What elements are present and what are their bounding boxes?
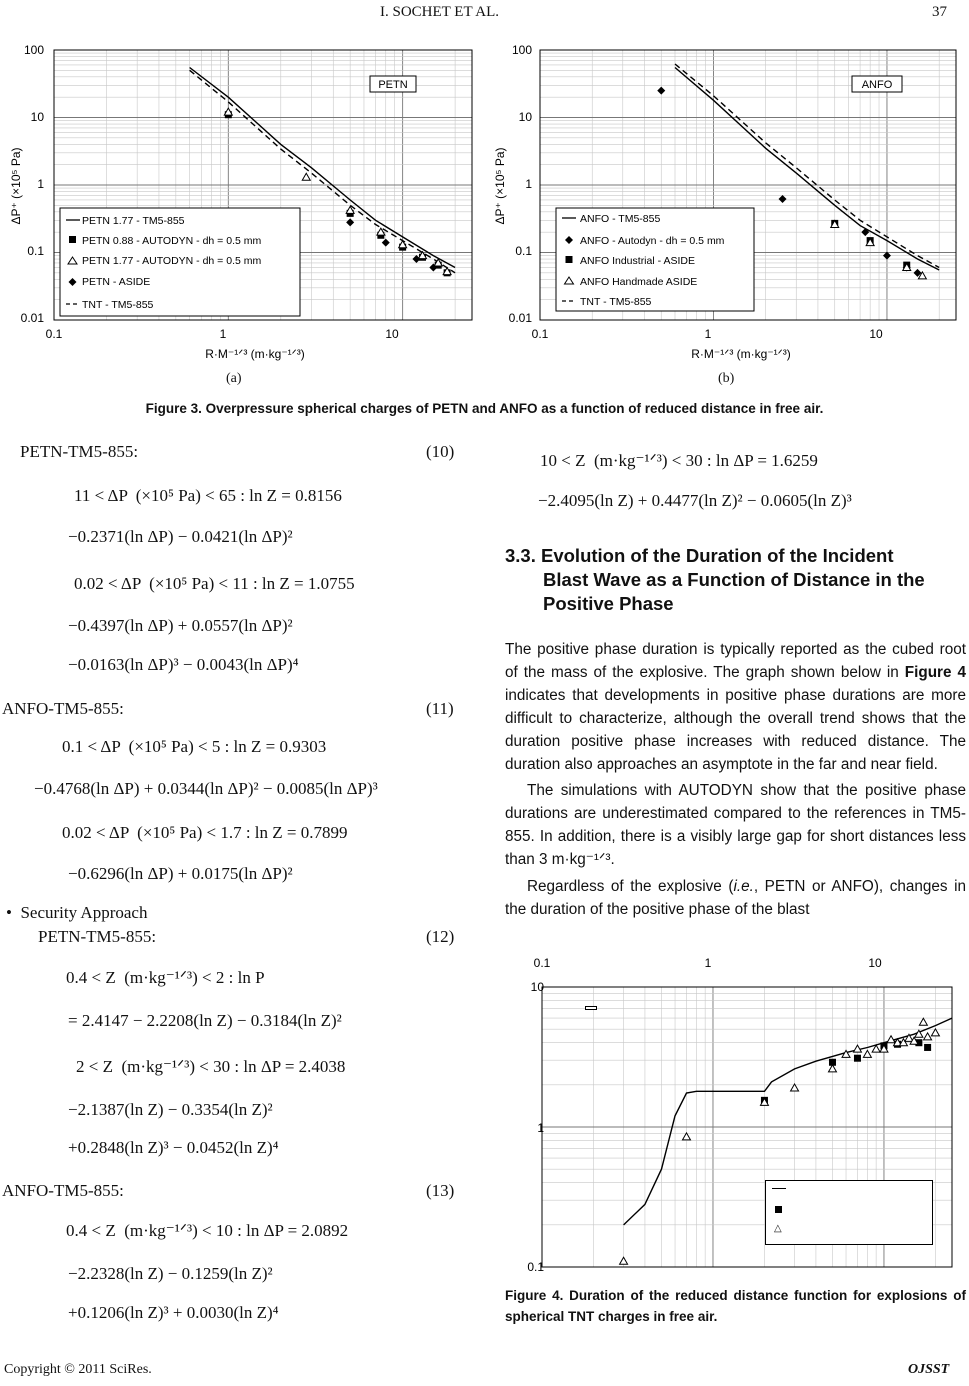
paragraph-1-b: indicates that developments in positive phase durations are more difficult to characterize, although the overall trend shows that the duration positive phase increases with reduced distance. The duration also approaches an asymptote in the far and near field. xyxy=(505,686,966,773)
eq10-number: (10) xyxy=(426,442,455,461)
data-point-square xyxy=(854,1055,861,1062)
data-point-diamond xyxy=(779,195,787,203)
figure4-caption: Figure 4. Duration of the reduced distance function for explosions of spherical TNT charges in free air. xyxy=(505,1288,966,1324)
eq12-line-2: = 2.4147 − 2.2208(ln Z) − 0.3184(ln Z)² xyxy=(68,1011,342,1030)
legend-a-3: PETN - ASIDE xyxy=(82,276,151,288)
y-tick-b-1: 10 xyxy=(518,110,532,124)
eq12-number: (12) xyxy=(426,927,455,946)
chart-anfo xyxy=(486,36,966,370)
eq11-number: (11) xyxy=(426,699,454,718)
bullet-dot: • xyxy=(6,903,21,922)
x-tick-a-0: 0.1 xyxy=(45,327,63,341)
y-tick-a-3: 0.1 xyxy=(27,244,44,258)
eq11-line-1: 0.1 < ΔP (×10⁵ Pa) < 5 : ln Z = 0.9303 xyxy=(62,737,327,756)
x-tick-c-1: 1 xyxy=(704,956,712,970)
legend-a-4: TNT - TM5-855 xyxy=(82,299,154,311)
figure4-ref[interactable]: Figure 4 xyxy=(904,663,967,681)
eq11-line-2: −0.4768(ln ΔP) + 0.0344(ln ΔP)² − 0.0085(ln ΔP)³ xyxy=(34,779,378,798)
y-tick-a-2: 1 xyxy=(37,177,44,191)
eq13-line-3: +0.1206(ln Z)³ + 0.0030(ln Z)⁴ xyxy=(68,1303,279,1322)
paragraph-3-b: , PETN or ANFO), changes in the duration of the positive phase of the blast xyxy=(505,878,966,918)
y-tick-b-2: 1 xyxy=(525,177,532,191)
x-label-a: R·M⁻¹ᐟ³ (m·kg⁻¹ᐟ³) xyxy=(205,347,305,361)
panel-label-a: (a) xyxy=(226,371,242,386)
eq13-line-1: 0.4 < Z (m·kg⁻¹ᐟ³) < 10 : ln ΔP = 2.0892 xyxy=(66,1221,349,1240)
eq11-line-3: 0.02 < ΔP (×10⁵ Pa) < 1.7 : ln Z = 0.7899 xyxy=(62,823,348,842)
y-tick-c-1: 1 xyxy=(537,1121,544,1135)
x-tick-b-2: 10 xyxy=(869,327,883,341)
panel-label-b: (b) xyxy=(718,371,735,386)
legend-c-square xyxy=(775,1206,782,1213)
legend-b-2: ANFO Industrial - ASIDE xyxy=(580,255,695,267)
eq13-cont-line-2: −2.4095(ln Z) + 0.4477(ln Z)² − 0.0605(ln Z)³ xyxy=(538,491,852,510)
x-label-b: R·M⁻¹ᐟ³ (m·kg⁻¹ᐟ³) xyxy=(691,347,791,361)
eq12-line-4: −2.1387(ln Z) − 0.3354(ln Z)² xyxy=(68,1100,273,1119)
data-point-diamond xyxy=(657,87,665,95)
y-tick-c-2: 0.1 xyxy=(527,1260,544,1274)
data-point-triangle xyxy=(863,1050,871,1057)
data-point-triangle xyxy=(620,1257,628,1264)
eq10-line-4: −0.4397(ln ΔP) + 0.0557(ln ΔP)² xyxy=(68,616,293,635)
chart-tag-c xyxy=(585,1006,597,1010)
paragraph-3 xyxy=(505,876,966,922)
y-tick-b-4: 0.01 xyxy=(508,311,532,325)
series-4 xyxy=(831,220,927,278)
y-tick-c-0: 10 xyxy=(530,980,544,994)
y-tick-b-3: 0.1 xyxy=(515,244,532,258)
data-point-square xyxy=(924,1044,931,1051)
paragraph-3-ie: i.e. xyxy=(733,878,754,896)
y-tick-a-0: 100 xyxy=(23,43,44,57)
eq11-line-4: −0.6296(ln ΔP) + 0.0175(ln ΔP)² xyxy=(68,864,293,883)
legend-a-0: PETN 1.77 - TM5-855 xyxy=(82,215,185,227)
series-4 xyxy=(346,218,437,271)
eq13-number: (13) xyxy=(426,1181,455,1200)
x-tick-c-0: 0.1 xyxy=(533,956,551,970)
y-tick-b-0: 100 xyxy=(511,43,532,57)
data-point-triangle xyxy=(919,1018,927,1025)
footer-journal: OJSST xyxy=(908,1362,950,1377)
eq10-line-2: −0.2371(ln ΔP) − 0.0421(ln ΔP)² xyxy=(68,527,293,546)
eq11-head: ANFO-TM5-855: xyxy=(2,699,124,718)
legend-b-4: TNT - TM5-855 xyxy=(580,296,652,308)
data-point-diamond xyxy=(346,218,354,226)
legend-c-line xyxy=(772,1188,786,1189)
legend-c xyxy=(765,1180,933,1245)
x-tick-b-0: 0.1 xyxy=(531,327,549,341)
legend-a-1: PETN 0.88 - AUTODYN - dh = 0.5 mm xyxy=(82,235,262,247)
section-heading-line-2: Blast Wave as a Function of Distance in the xyxy=(543,569,925,590)
data-point-triangle xyxy=(924,1033,932,1040)
x-tick-a-1: 1 xyxy=(219,327,227,341)
legend-b-0: ANFO - TM5-855 xyxy=(580,213,661,225)
legend-a-2: PETN 1.77 - AUTODYN - dh = 0.5 mm xyxy=(82,255,262,267)
fig4-label-holder xyxy=(518,980,528,990)
chart-tag-a: PETN xyxy=(378,79,408,91)
x-tick-a-2: 10 xyxy=(385,327,399,341)
bullet-security-approach xyxy=(6,903,147,923)
figure3-caption: Figure 3. Overpressure spherical charges of PETN and ANFO as a function of reduced distance in free air. xyxy=(145,401,824,416)
eq13-line-2: −2.2328(ln Z) − 0.1259(ln Z)² xyxy=(68,1264,273,1283)
eq10-head: PETN-TM5-855: xyxy=(20,442,139,461)
eq12-line-3: 2 < Z (m·kg⁻¹ᐟ³) < 30 : ln ΔP = 2.4038 xyxy=(76,1057,346,1076)
bullet-text: Security Approach xyxy=(20,903,148,922)
chart-tag-b: ANFO xyxy=(861,79,893,91)
data-point-triangle xyxy=(302,173,310,180)
y-label-b: ΔP⁺ (×10⁵ Pa) xyxy=(493,147,507,225)
legend-b-1: ANFO - Autodyn - dh = 0.5 mm xyxy=(580,235,725,247)
eq10-line-1: 11 < ΔP (×10⁵ Pa) < 65 : ln Z = 0.8156 xyxy=(74,486,342,505)
y-label-a: ΔP⁺ (×10⁵ Pa) xyxy=(9,147,23,225)
eq12-line-5: +0.2848(ln Z)³ − 0.0452(ln Z)⁴ xyxy=(68,1138,279,1157)
eq10-line-5: −0.0163(ln ΔP)³ − 0.0043(ln ΔP)⁴ xyxy=(68,655,299,674)
data-point-triangle xyxy=(931,1029,939,1036)
paragraph-3-a: Regardless of the explosive ( xyxy=(527,878,734,896)
paragraph-1 xyxy=(505,639,966,776)
data-point-diamond xyxy=(382,239,390,247)
section-heading-3-3 xyxy=(505,544,965,616)
page-number: 37 xyxy=(932,4,947,20)
body-text xyxy=(505,639,966,922)
legend-b-3: ANFO Handmade ASIDE xyxy=(580,276,698,288)
x-tick-c-2: 10 xyxy=(868,956,882,970)
legend-c-triangle-icon: △ xyxy=(774,1223,782,1234)
chart-petn xyxy=(0,36,480,370)
data-point-triangle xyxy=(828,1065,836,1072)
eq12-line-1: 0.4 < Z (m·kg⁻¹ᐟ³) < 2 : ln P xyxy=(66,968,265,987)
running-title: I. SOCHET ET AL. xyxy=(380,4,500,20)
y-tick-a-1: 10 xyxy=(30,110,44,124)
section-heading-line-3: Positive Phase xyxy=(543,593,674,614)
paragraph-2: The simulations with AUTODYN show that the positive phase durations are underestimated compared to the references in TM5-855. In addition, there is a visibly large gap for short distances less than 3 m·kg⁻¹ᐟ³. xyxy=(505,782,966,869)
y-tick-a-4: 0.01 xyxy=(20,311,44,325)
eq13-head: ANFO-TM5-855: xyxy=(2,1181,124,1200)
eq12-head: PETN-TM5-855: xyxy=(38,927,157,946)
eq13-cont-line-1: 10 < Z (m·kg⁻¹ᐟ³) < 30 : ln ΔP = 1.6259 xyxy=(540,451,818,470)
data-point-triangle xyxy=(682,1133,690,1140)
eq10-line-3: 0.02 < ΔP (×10⁵ Pa) < 11 : ln Z = 1.0755 xyxy=(74,574,355,593)
paragraph-1-a: The positive phase duration is typically reported as the cubed root of the mass of the explosive. The graph shown below in xyxy=(505,641,966,681)
section-heading-line-1: 3.3. Evolution of the Duration of the Incident xyxy=(505,545,894,566)
x-tick-b-1: 1 xyxy=(704,327,712,341)
footer-copyright: Copyright © 2011 SciRes. xyxy=(4,1362,152,1377)
